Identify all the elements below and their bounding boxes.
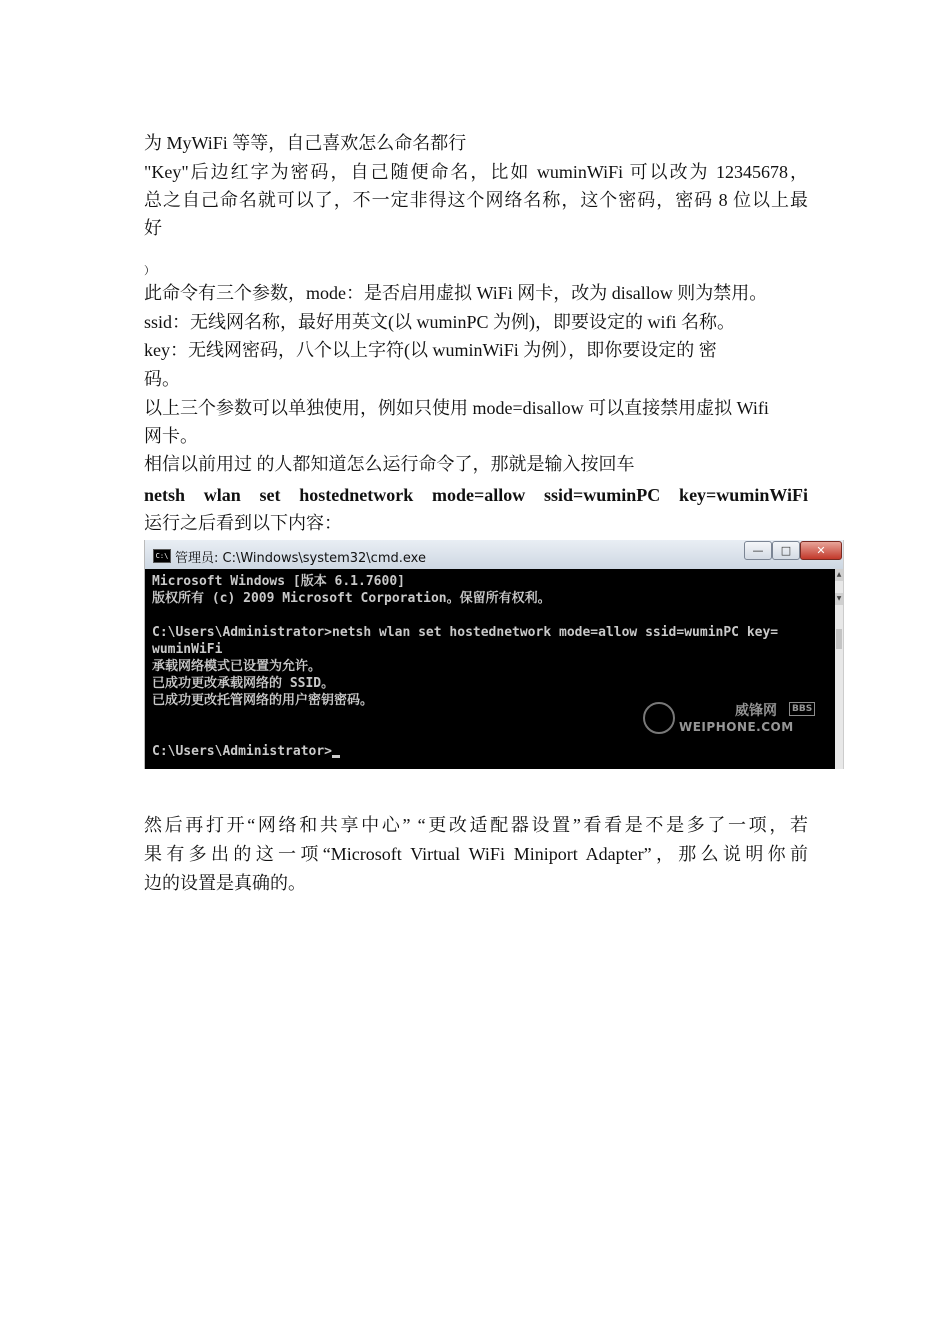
paragraph-line: 好 — [144, 218, 162, 238]
paragraph-line: 此命令有三个参数，mode：是否启用虚拟 WiFi 网卡，改为 disallow 则为禁用。 — [144, 283, 768, 303]
cmd-title: 管理员: C:\Windows\system32\cmd.exe — [175, 551, 426, 566]
command-line: netsh wlan set hostednetwork mode=allow ssid=wuminPC key=wuminWiFi — [144, 485, 808, 505]
cmd-window-screenshot — [144, 540, 844, 769]
vertical-scrollbar[interactable] — [835, 569, 843, 769]
console-line: 已成功更改托管网络的用户密钥密码。 — [152, 693, 374, 708]
paragraph-line: 网卡。 — [144, 426, 198, 446]
scroll-down-icon[interactable]: ▼ — [835, 593, 843, 605]
weiphone-watermark — [643, 700, 823, 740]
paragraph-line: ssid：无线网名称，最好用英文(以 wuminPC 为例)，即要设定的 wifi 名称。 — [144, 312, 736, 332]
watermark-bbs: BBS — [789, 702, 815, 716]
scroll-thumb[interactable] — [836, 629, 842, 649]
console-line: wuminWiFi — [152, 642, 223, 657]
console-line: Microsoft Windows [版本 6.1.7600] — [152, 574, 405, 589]
console-line: 版权所有 (c) 2009 Microsoft Corporation。保留所有权利。 — [152, 591, 551, 606]
paragraph-line: 边的设置是真确的。 — [144, 873, 306, 893]
paragraph-line: 码。 — [144, 369, 180, 389]
console-line: 承载网络模式已设置为允许。 — [152, 659, 322, 674]
paragraph-line: 果有多出的这一项“Microsoft Virtual WiFi Miniport Adapter”，那么说明你前 — [144, 844, 808, 864]
cmd-title-bar — [145, 540, 843, 569]
console-line: 已成功更改承载网络的 SSID。 — [152, 676, 335, 691]
watermark-en: WEIPHONE.COM — [679, 720, 794, 734]
console-prompt[interactable] — [152, 743, 340, 760]
console-line: C:\Users\Administrator>netsh wlan set hostednetwork mode=allow ssid=wuminPC key= — [152, 625, 779, 640]
close-button[interactable]: ✕ — [800, 541, 842, 560]
paragraph-line: "Key"后边红字为密码，自己随便命名，比如 wuminWiFi 可以改为 12345678， — [144, 162, 808, 182]
paragraph-line: key：无线网密码，八个以上字符(以 wuminWiFi 为例），即你要设定的 密 — [144, 340, 717, 360]
text-cursor — [332, 755, 340, 758]
paragraph-line: 运行之后看到以下内容： — [144, 513, 342, 533]
prompt-text: C:\Users\Administrator> — [152, 744, 333, 759]
paragraph-line: 相信以前用过 的人都知道怎么运行命令了，那就是输入按回车 — [144, 454, 635, 474]
weiphone-logo-icon — [643, 702, 675, 734]
paragraph-line: 然后再打开“网络和共享中心” “更改适配器设置”看看是不是多了一项，若 — [144, 815, 808, 835]
paragraph-line: 以上三个参数可以单独使用，例如只使用 mode=disallow 可以直接禁用虚拟 Wifi — [144, 398, 769, 418]
paragraph-line: 为 MyWiFi 等等，自己喜欢怎么命名都行 — [144, 133, 467, 153]
maximize-button[interactable]: □ — [772, 541, 800, 560]
scroll-up-icon[interactable]: ▲ — [835, 569, 843, 581]
watermark-cn: 威锋网 — [735, 703, 777, 719]
paragraph-line: ） — [144, 265, 155, 277]
paragraph-line: 总之自己命名就可以了，不一定非得这个网络名称，这个密码，密码 8 位以上最 — [144, 190, 808, 210]
cmd-icon: C:\ — [153, 549, 171, 563]
minimize-button[interactable]: — — [744, 541, 772, 560]
